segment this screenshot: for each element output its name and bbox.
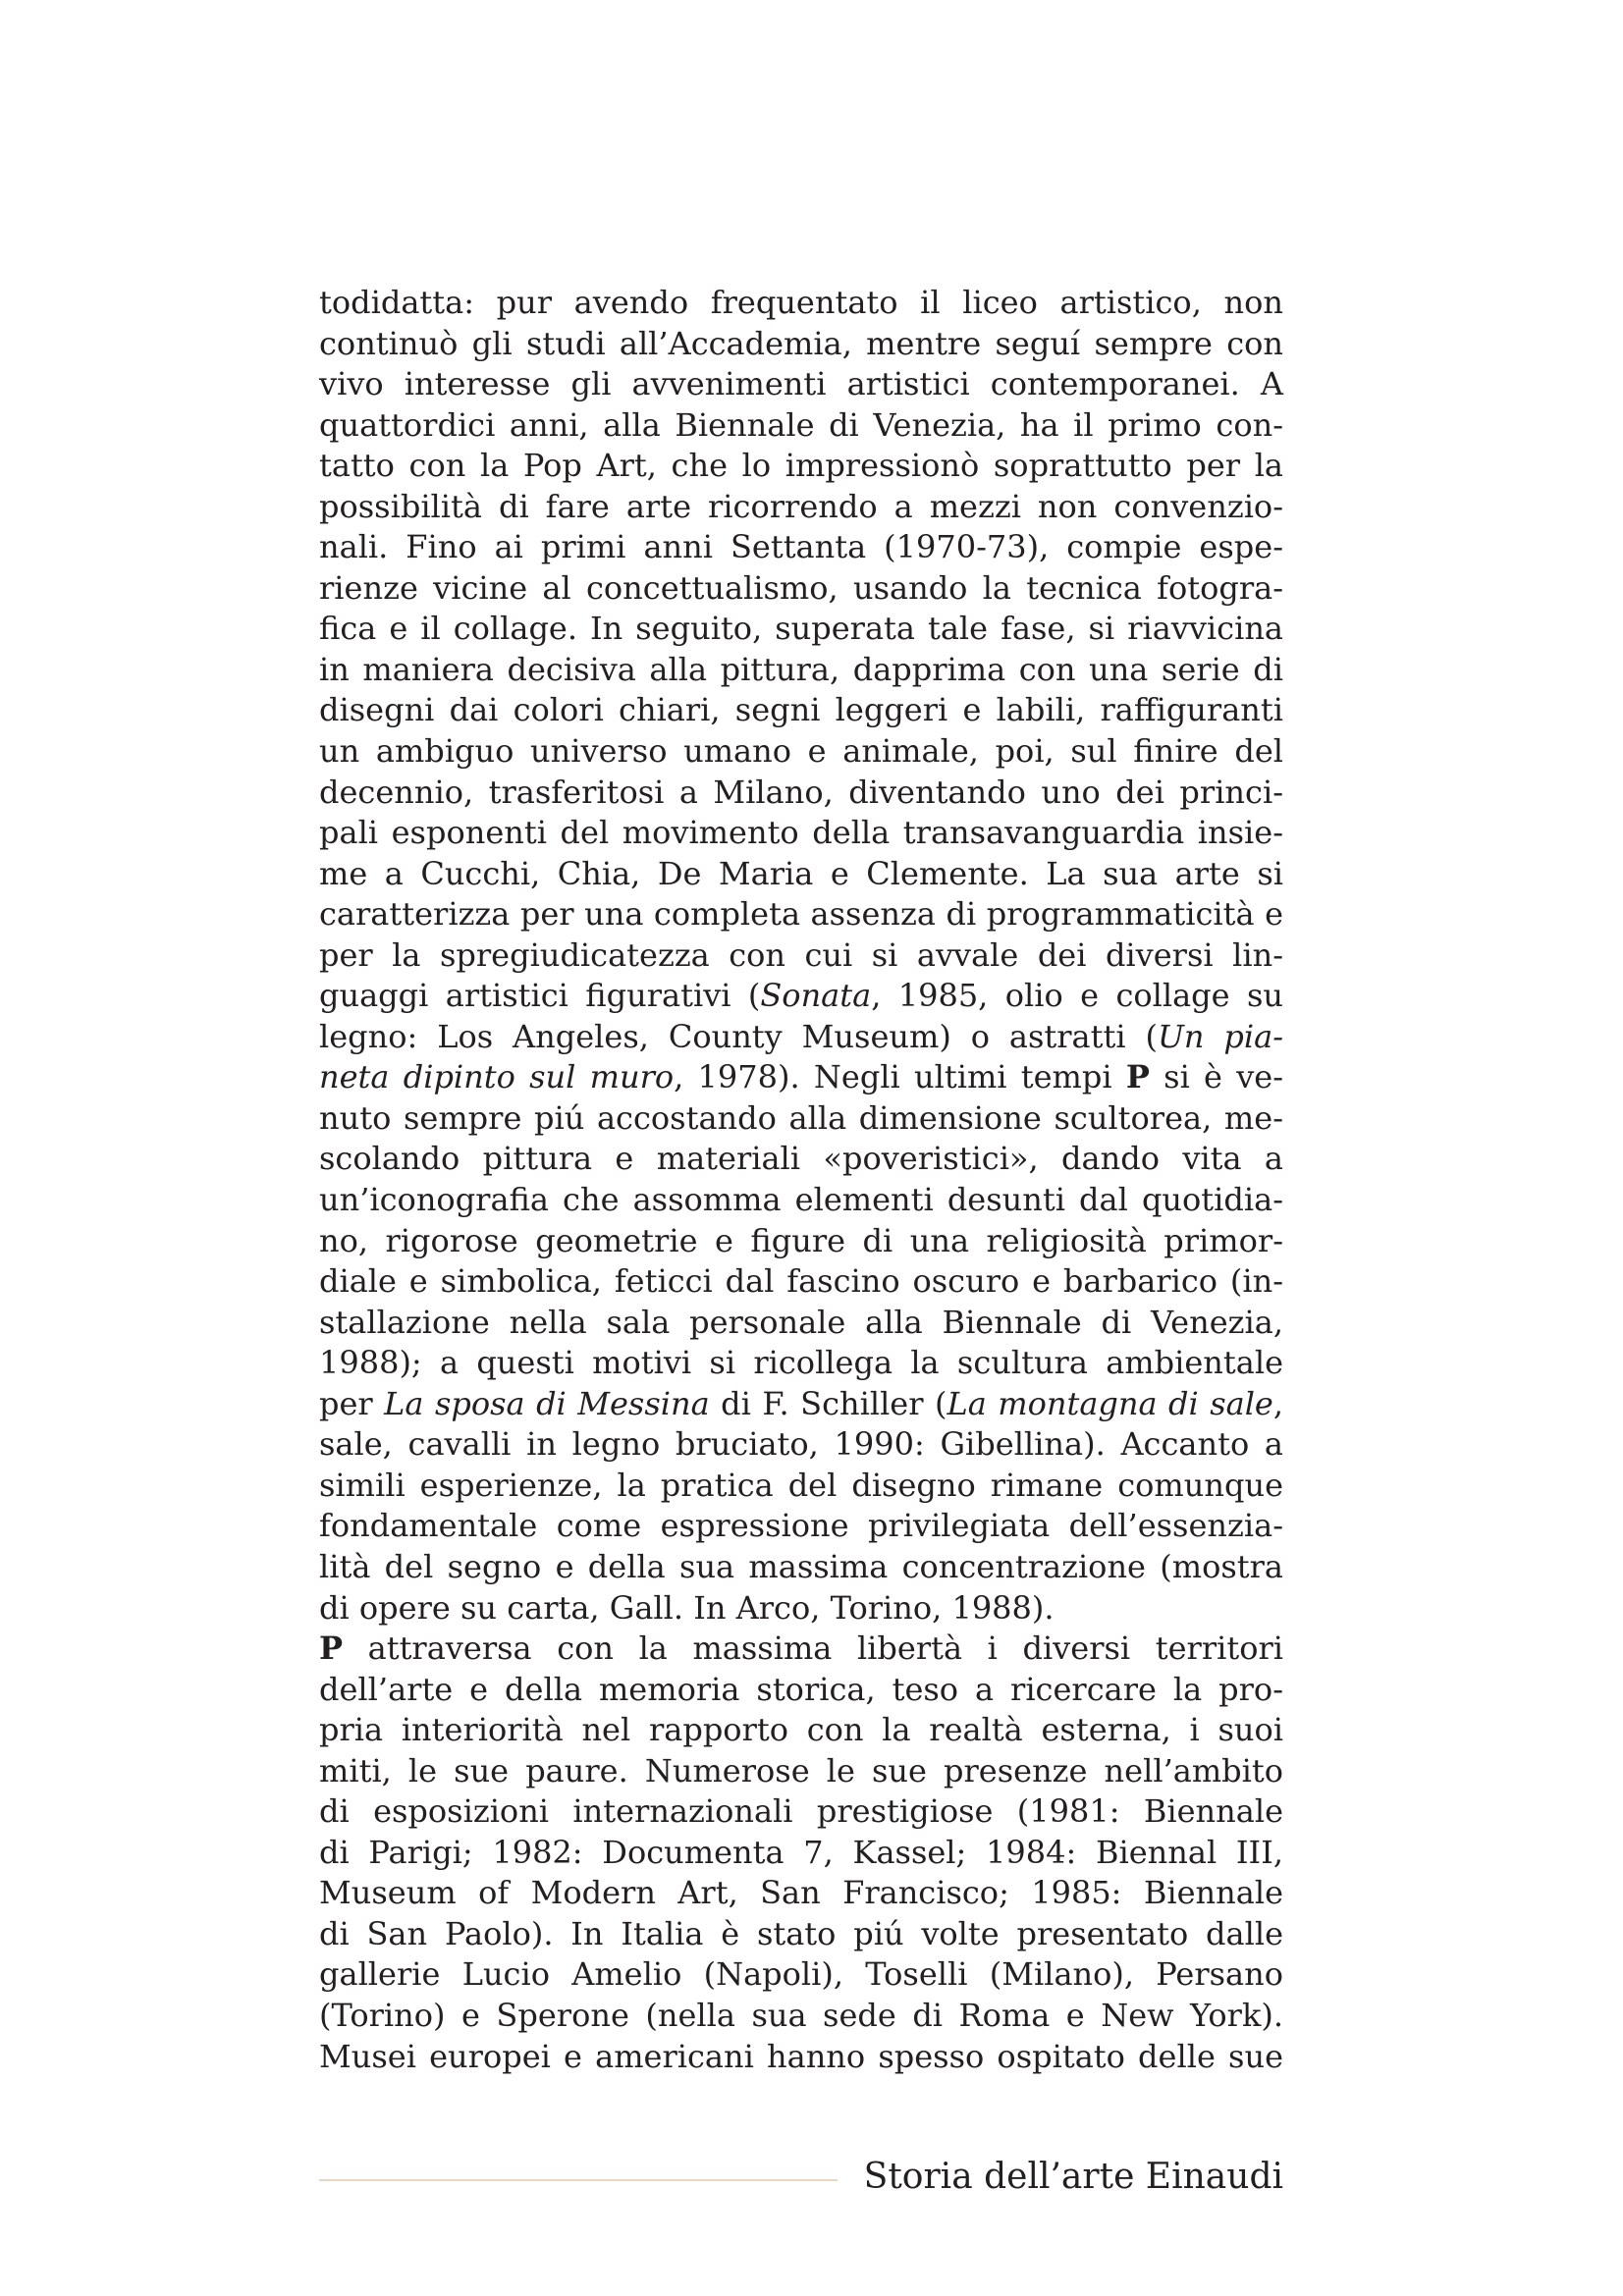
text-line — [319, 935, 1283, 977]
text-line — [319, 1424, 1283, 1466]
text-line — [319, 1384, 1283, 1425]
text-run: 1988); a questi motivi si ricollega la scultura ambientale — [319, 1344, 1283, 1382]
text-line — [319, 731, 1283, 773]
text-run: lità del segno e della sua massima concentrazione (mostra — [319, 1547, 1283, 1585]
text-run: di Parigi; 1982: Documenta 7, Kassel; 1984: Biennal III, — [319, 1833, 1283, 1871]
text-line — [319, 1996, 1283, 2037]
text-run: , 1978). Negli ultimi tempi — [674, 1058, 1126, 1096]
text-line — [319, 1221, 1283, 1262]
text-run: caratterizza per una completa assenza di programmaticità e — [319, 895, 1283, 934]
text-line — [319, 976, 1283, 1017]
bold-initial: P — [1125, 1058, 1150, 1096]
text-line — [319, 1139, 1283, 1180]
text-run: , 1985, olio e collage su — [871, 977, 1284, 1015]
text-line — [319, 405, 1283, 447]
text-line — [319, 324, 1283, 365]
text-line — [319, 1261, 1283, 1303]
text-line — [319, 364, 1283, 405]
text-run: diale e simbolica, feticci dal fascino oscuro e barbarico (in- — [319, 1262, 1283, 1301]
text-line — [319, 894, 1283, 935]
text-run: nuto sempre piú accostando alla dimensione scultorea, me- — [319, 1098, 1283, 1137]
text-run: vivo interesse gli avvenimenti artistici contemporanei. A — [319, 365, 1283, 403]
text-line — [319, 650, 1283, 691]
text-run: quattordici anni, alla Biennale di Venezia, ha il primo con- — [319, 405, 1283, 444]
text-line — [319, 527, 1283, 568]
text-run: Museum of Modern Art, San Francisco; 1985: Biennale — [319, 1874, 1283, 1912]
text-run: possibilità di fare arte ricorrendo a mezzi non convenzio- — [319, 487, 1283, 525]
text-run: , — [1272, 1384, 1284, 1422]
text-run: Musei europei e americani hanno spesso ospitato delle sue — [319, 2037, 1283, 2075]
text-run: guaggi artistici figurativi ( — [319, 977, 761, 1015]
italic-title: Sonata — [760, 977, 872, 1015]
italic-title: Un pia- — [1157, 1017, 1284, 1055]
text-run: (Torino) e Sperone (nella sua sede di Roma e New York). — [319, 1996, 1283, 2034]
text-line — [319, 854, 1283, 895]
bold-initial: P — [319, 1629, 344, 1668]
text-line — [319, 1098, 1283, 1140]
text-run: dell’arte e della memoria storica, teso a ricercare la pro- — [319, 1670, 1283, 1708]
footer-title: Storia dell’arte Einaudi — [863, 2157, 1283, 2197]
text-line — [319, 1343, 1283, 1384]
text-run: per — [319, 1384, 385, 1422]
text-run: fica e il collage. In seguito, superata tale fase, si riavvicina — [319, 610, 1283, 648]
text-run: pali esponenti del movimento della transavanguardia insie- — [319, 814, 1283, 852]
text-line — [319, 1833, 1283, 1874]
text-run: todidatta: pur avendo frequentato il liceo artistico, non — [319, 284, 1283, 321]
text-run: miti, le sue paure. Numerose le sue presenze nell’ambito — [319, 1751, 1283, 1789]
text-run: un ambiguo universo umano e animale, poi, sul finire del — [319, 732, 1283, 771]
text-run: tatto con la Pop Art, che lo impressionò soprattutto per la — [319, 447, 1283, 485]
text-line — [319, 1629, 1283, 1670]
text-line — [319, 773, 1283, 814]
text-line — [319, 1588, 1283, 1629]
text-run: pria interiorità nel rapporto con la realtà esterna, i suoi — [319, 1711, 1283, 1749]
text-line — [319, 1914, 1283, 1955]
text-run: di F. Schiller ( — [709, 1384, 947, 1422]
text-run: si è ve- — [1149, 1058, 1284, 1096]
text-run: simili esperienze, la pratica del disegno rimane comunque — [319, 1466, 1283, 1504]
text-line — [319, 1506, 1283, 1547]
footer-rule — [319, 2179, 838, 2181]
text-run: legno: Los Angeles, County Museum) o astratti ( — [319, 1017, 1158, 1055]
text-run: gallerie Lucio Amelio (Napoli), Toselli (Milano), Persano — [319, 1955, 1283, 1994]
text-line — [319, 1180, 1283, 1221]
body-text — [319, 283, 1283, 2077]
text-run: di opere su carta, Gall. In Arco, Torino, 1988). — [319, 1588, 1055, 1627]
text-line — [319, 1466, 1283, 1507]
text-line — [319, 1710, 1283, 1751]
text-line — [319, 1017, 1283, 1058]
text-run: no, rigorose geometrie e figure di una religiosità primor- — [319, 1221, 1283, 1259]
text-run: disegni dai colori chiari, segni leggeri e labili, raffiguranti — [319, 691, 1283, 729]
text-line — [319, 1057, 1283, 1098]
text-line — [319, 487, 1283, 528]
text-line — [319, 690, 1283, 731]
text-run: decennio, trasferitosi a Milano, diventando uno dei princi- — [319, 773, 1283, 811]
text-line — [319, 1751, 1283, 1792]
text-run: fondamentale come espressione privilegiata dell’essenzia- — [319, 1507, 1283, 1545]
italic-title: neta dipinto sul muro — [319, 1058, 675, 1096]
text-run: continuò gli studi all’Accademia, mentre seguí sempre con — [319, 324, 1283, 362]
italic-title: La montagna di sale — [947, 1384, 1273, 1422]
italic-title: La sposa di Messina — [384, 1384, 710, 1422]
text-line — [319, 1954, 1283, 1996]
text-run: rienze vicine al concettualismo, usando la tecnica fotogra- — [319, 568, 1283, 607]
text-line — [319, 2037, 1283, 2078]
text-run: me a Cucchi, Chia, De Maria e Clemente. La sua arte si — [319, 854, 1283, 892]
text-line — [319, 283, 1283, 324]
text-line — [319, 813, 1283, 854]
text-run: nali. Fino ai primi anni Settanta (1970-73), compie espe- — [319, 528, 1283, 566]
text-run: sale, cavalli in legno bruciato, 1990: Gibellina). Accanto a — [319, 1425, 1283, 1464]
text-run: un’iconografia che assomma elementi desunti dal quotidia- — [319, 1181, 1283, 1219]
text-line — [319, 446, 1283, 487]
text-run: stallazione nella sala personale alla Biennale di Venezia, — [319, 1303, 1283, 1341]
text-run: scolando pittura e materiali «poveristici», dando vita a — [319, 1140, 1283, 1178]
text-run: di esposizioni internazionali prestigiose (1981: Biennale — [319, 1792, 1283, 1831]
text-run: in maniera decisiva alla pittura, dapprima con una serie di — [319, 650, 1283, 688]
text-run: di San Paolo). In Italia è stato piú volte presentato dalle — [319, 1914, 1283, 1952]
text-line — [319, 609, 1283, 650]
text-line — [319, 1791, 1283, 1833]
text-line — [319, 1670, 1283, 1711]
text-line — [319, 568, 1283, 610]
text-line — [319, 1303, 1283, 1344]
text-line — [319, 1547, 1283, 1588]
text-run: per la spregiudicatezza con cui si avvale dei diversi lin- — [319, 935, 1283, 974]
text-line — [319, 1873, 1283, 1914]
text-run: attraversa con la massima libertà i diversi territori — [343, 1629, 1283, 1668]
